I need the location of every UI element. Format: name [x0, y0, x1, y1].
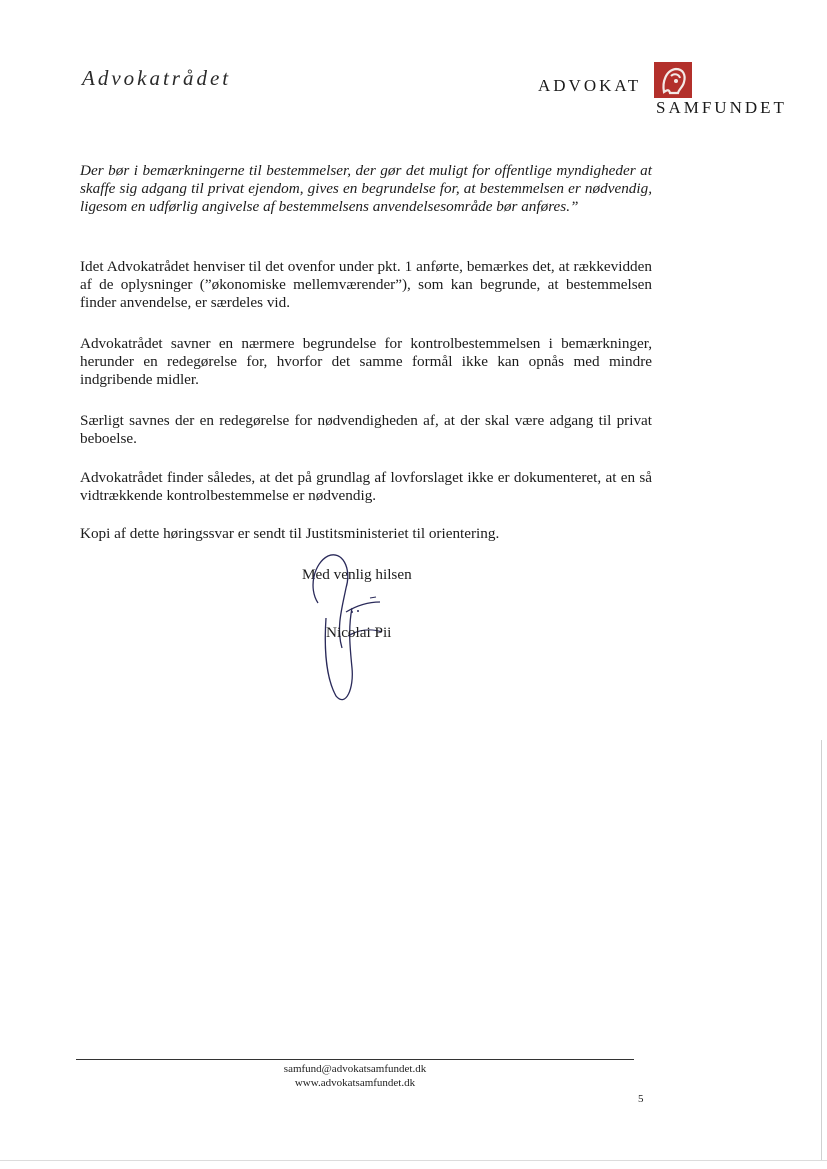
paragraph-reach-of-information: Idet Advokatrådet henviser til det ovenfor under pkt. 1 anførte, bemærkes det, at rækkevidden af de oplysninger (”økonomiske mellemværender”), som kan begrunde, at bestemmelsen finder anvendelse, er særdeles vid.	[80, 258, 652, 311]
signer-name: Nicolai Pii	[326, 624, 392, 641]
page-number: 5	[638, 1093, 644, 1105]
scan-edge-right	[821, 740, 822, 1160]
footer-website[interactable]: www.advokatsamfundet.dk	[294, 1077, 416, 1089]
helmet-emblem-icon	[654, 62, 692, 98]
page-header-title: Advokatrådet	[82, 66, 232, 90]
footer-email[interactable]: samfund@advokatsamfundet.dk	[283, 1063, 427, 1075]
closing-greeting: Med venlig hilsen	[302, 566, 412, 583]
paragraph-copy-notice: Kopi af dette høringssvar er sendt til Justitsministeriet til orientering.	[80, 525, 500, 542]
advokatsamfundet-logo	[538, 62, 808, 122]
logo-text-samfundet: SAMFUNDET	[656, 98, 787, 117]
paragraph-conclusion: Advokatrådet finder således, at det på grundlag af lovforslaget ikke er dokumenteret, at en så vidtrækkende kontrolbestemmelse er nødvendig.	[80, 469, 652, 504]
logo-text-advokat: ADVOKAT	[538, 76, 642, 95]
paragraph-private-residence: Særligt savnes der en redegørelse for nødvendigheden af, at der skal være adgang til privat beboelse.	[80, 412, 652, 447]
scan-edge-bottom	[0, 1160, 827, 1161]
quoted-paragraph: Der bør i bemærkningerne til bestemmelser, der gør det muligt for offentlige myndigheder at skaffe sig adgang til privat ejendom, gives en begrundelse for, at bestemmelsen er nødvendig, ligesom en udførlig angivelse af bestemmelsens anvendelsesområde bør anføres.”	[80, 162, 652, 215]
paragraph-justification-missing: Advokatrådet savner en nærmere begrundelse for kontrolbestemmelsen i bemærkninger, herunder en redegørelse for, hvorfor det samme formål ikke kan opnås med mindre indgribende midler.	[80, 335, 652, 388]
footer-divider	[76, 1059, 634, 1060]
